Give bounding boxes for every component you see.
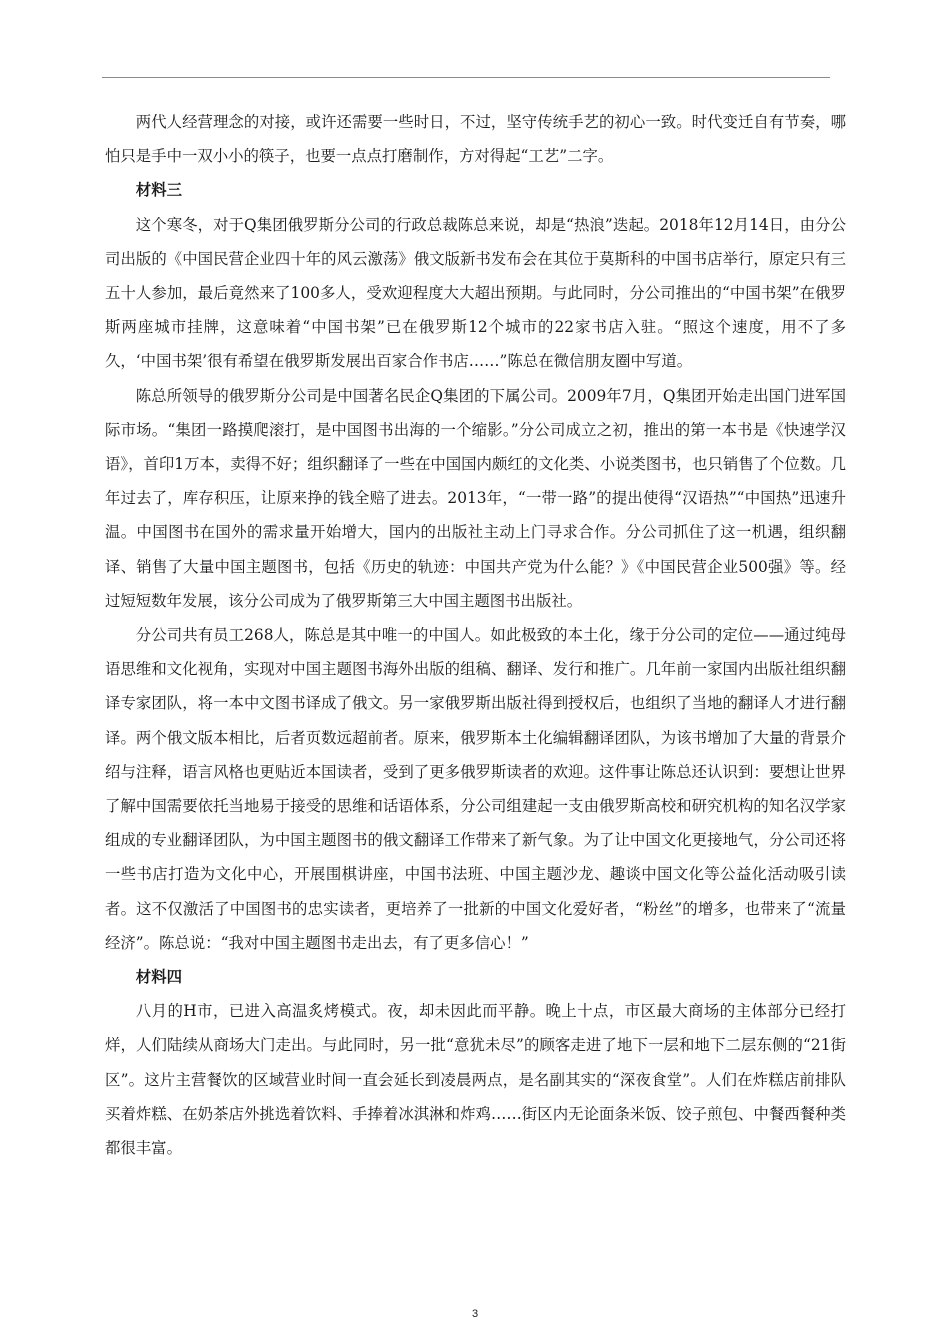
- paragraph: 分公司共有员工268人，陈总是其中唯一的中国人。如此极致的本土化，缘于分公司的定位——通过纯母语思维和文化视角，实现对中国主题图书海外出版的组稿、翻译、发行和推广。几年前一家国内出版社组织翻译专家团队，将一本中文图书译成了俄文。另一家俄罗斯出版社得到授权后，也组织了当地的翻译人才进行翻译。两个俄文版本相比，后者页数远超前者。原来，俄罗斯本土化编辑翻译团队，为该书增加了大量的背景介绍与注释，语言风格也更贴近本国读者，受到了更多俄罗斯读者的欢迎。这件事让陈总还认识到：要想让世界了解中国需要依托当地易于接受的思维和话语体系，分公司组建起一支由俄罗斯高校和研究机构的知名汉学家组成的专业翻译团队，为中国主题图书的俄文翻译工作带来了新气象。为了让中国文化更接地气，分公司还将一些书店打造为文化中心，开展围棋讲座，中国书法班、中国主题沙龙、趣谈中国文化等公益化活动吸引读者。这不仅激活了中国图书的忠实读者，更培养了一批新的中国文化爱好者，“粉丝”的增多，也带来了“流量经济”。陈总说：“我对中国主题图书走出去，有了更多信心！”: [105, 626, 846, 952]
- paragraph: 这个寒冬，对于Q集团俄罗斯分公司的行政总裁陈总来说，却是“热浪”迭起。2018年12月14日，由分公司出版的《中国民营企业四十年的风云激荡》俄文版新书发布会在其位于莫斯科的中国书店举行，原定只有三五十人参加，最后竟然来了100多人，受欢迎程度大大超出预期。与此同时，分公司推出的“中国书架”在俄罗斯两座城市挂牌，这意味着“中国书架”已在俄罗斯12个城市的22家书店入驻。“照这个速度，用不了多久，‘中国书架’很有希望在俄罗斯发展出百家合作书店……”陈总在微信朋友圈中写道。: [105, 215, 846, 371]
- header-rule: [102, 77, 830, 78]
- paragraph: 陈总所领导的俄罗斯分公司是中国著名民企Q集团的下属公司。2009年7月，Q集团开始走出国门进军国际市场。“集团一路摸爬滚打，是中国图书出海的一个缩影。”分公司成立之初，推出的第一本书是《快速学汉语》，首印1万本，卖得不好；组织翻译了一些在中国国内颇红的文化类、小说类图书，也只销售了个位数。几年过去了，库存积压，让原来挣的钱全赔了进去。2013年，“一带一路”的提出使得“汉语热”“中国热”迅速升温。中国图书在国外的需求量开始增大，国内的出版社主动上门寻求合作。分公司抓住了这一机遇，组织翻译、销售了大量中国主题图书，包括《历史的轨迹：中国共产党为什么能？》《中国民营企业500强》等。经过短短数年发展，该分公司成为了俄罗斯第三大中国主题图书出版社。: [105, 386, 846, 610]
- document-body: [105, 105, 846, 1165]
- page-number: 3: [471, 1308, 479, 1320]
- paragraph: 两代人经营理念的对接，或许还需要一些时日，不过，坚守传统手艺的初心一致。时代变迁自有节奏，哪怕只是手中一双小小的筷子，也要一点点打磨制作，方对得起“工艺”二字。: [105, 113, 846, 166]
- paragraph: 八月的H市，已进入高温炙烤模式。夜，却未因此而平静。晚上十点，市区最大商场的主体部分已经打烊，人们陆续从商场大门走出。与此同时，另一批“意犹未尽”的顾客走进了地下一层和地下二层东侧的“21街区”。这片主营餐饮的区域营业时间一直会延长到凌晨两点，是名副其实的“深夜食堂”。人们在炸糕店前排队买着炸糕、在奶茶店外挑选着饮料、手捧着冰淇淋和炸鸡……街区内无论面条米饭、饺子煎包、中餐西餐种类都很丰富。: [105, 1002, 846, 1158]
- section-heading-material-3: 材料三: [135, 181, 182, 200]
- section-heading-material-4: 材料四: [135, 968, 182, 987]
